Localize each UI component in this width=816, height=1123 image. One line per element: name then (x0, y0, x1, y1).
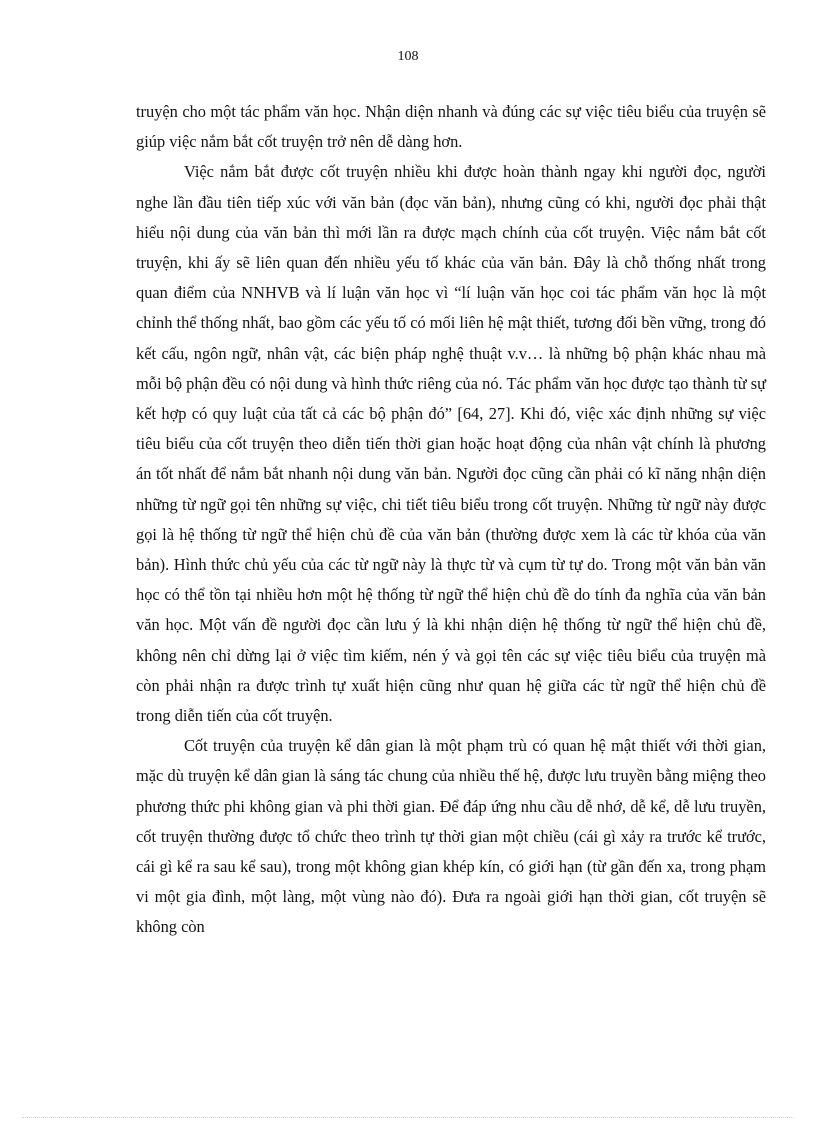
paragraph-plot-comprehension: Việc nắm bắt được cốt truyện nhiều khi được hoàn thành ngay khi người đọc, người nghe lần đầu tiên tiếp xúc với văn bản (đọc văn bản), nhưng cũng có khi, người đọc phải thật hiểu nội dung của văn bản thì mới lần ra được mạch chính của cốt truyện. Việc nắm bắt cốt truyện, khi ấy sẽ liên quan đến nhiều yếu tố khác của văn bản. Đây là chỗ thống nhất trong quan điểm của NNHVB và lí luận văn học vì “lí luận văn học coi tác phẩm văn học là một chỉnh thể thống nhất, bao gồm các yếu tố có mối liên hệ mật thiết, tương đối bền vững, trong đó kết cấu, ngôn ngữ, nhân vật, các biện pháp nghệ thuật v.v… là những bộ phận khác nhau mà mỗi bộ phận đều có nội dung và hình thức riêng của nó. Tác phẩm văn học được tạo thành từ sự kết hợp có quy luật của tất cả các bộ phận đó” [64, 27]. Khi đó, việc xác định những sự việc tiêu biểu của cốt truyện theo diễn tiến thời gian hoặc hoạt động của nhân vật chính là phương án tốt nhất để nắm bắt nhanh nội dung văn bản. Người đọc cũng cần phải có kĩ năng nhận diện những từ ngữ gọi tên những sự việc, chi tiết tiêu biểu trong cốt truyện. Những từ ngữ này được gọi là hệ thống từ ngữ thể hiện chủ đề của văn bản (thường được xem là các từ khóa của văn bản). Hình thức chủ yếu của các từ ngữ này là thực từ và cụm từ tự do. Trong một văn bản văn học có thể tồn tại nhiều hơn một hệ thống từ ngữ thể hiện chủ đề do tính đa nghĩa của văn bản văn học. Một vấn đề người đọc cần lưu ý là khi nhận diện hệ thống từ ngữ thể hiện chủ đề, không nên chỉ dừng lại ở việc tìm kiếm, nén ý và gọi tên các sự việc tiêu biểu của truyện mà còn phải nhận ra được trình tự xuất hiện cũng như quan hệ giữa các từ ngữ thể hiện chủ đề trong diễn tiến của cốt truyện. (136, 162, 766, 726)
page-bottom-divider (22, 1117, 794, 1118)
paragraph-continuation: truyện cho một tác phẩm văn học. Nhận diện nhanh và đúng các sự việc tiêu biểu của truyện sẽ giúp việc nắm bắt cốt truyện trở nên dễ dàng hơn. (136, 102, 766, 152)
page-number: 108 (397, 49, 419, 64)
body-text (136, 97, 766, 943)
paragraph-folk-tale-plot: Cốt truyện của truyện kể dân gian là một phạm trù có quan hệ mật thiết với thời gian, mặc dù truyện kể dân gian là sáng tác chung của nhiều thế hệ, được lưu truyền bằng miệng theo phương thức phi không gian và phi thời gian. Để đáp ứng nhu cầu dễ nhớ, dễ kể, dễ lưu truyền, cốt truyện thường được tổ chức theo trình tự thời gian một chiều (cái gì xảy ra trước kể trước, cái gì kể ra sau kể sau), trong một không gian khép kín, có giới hạn (từ gần đến xa, trong phạm vi một gia đình, một làng, một vùng nào đó). Đưa ra ngoài giới hạn thời gian, cốt truyện sẽ không còn (136, 736, 766, 937)
